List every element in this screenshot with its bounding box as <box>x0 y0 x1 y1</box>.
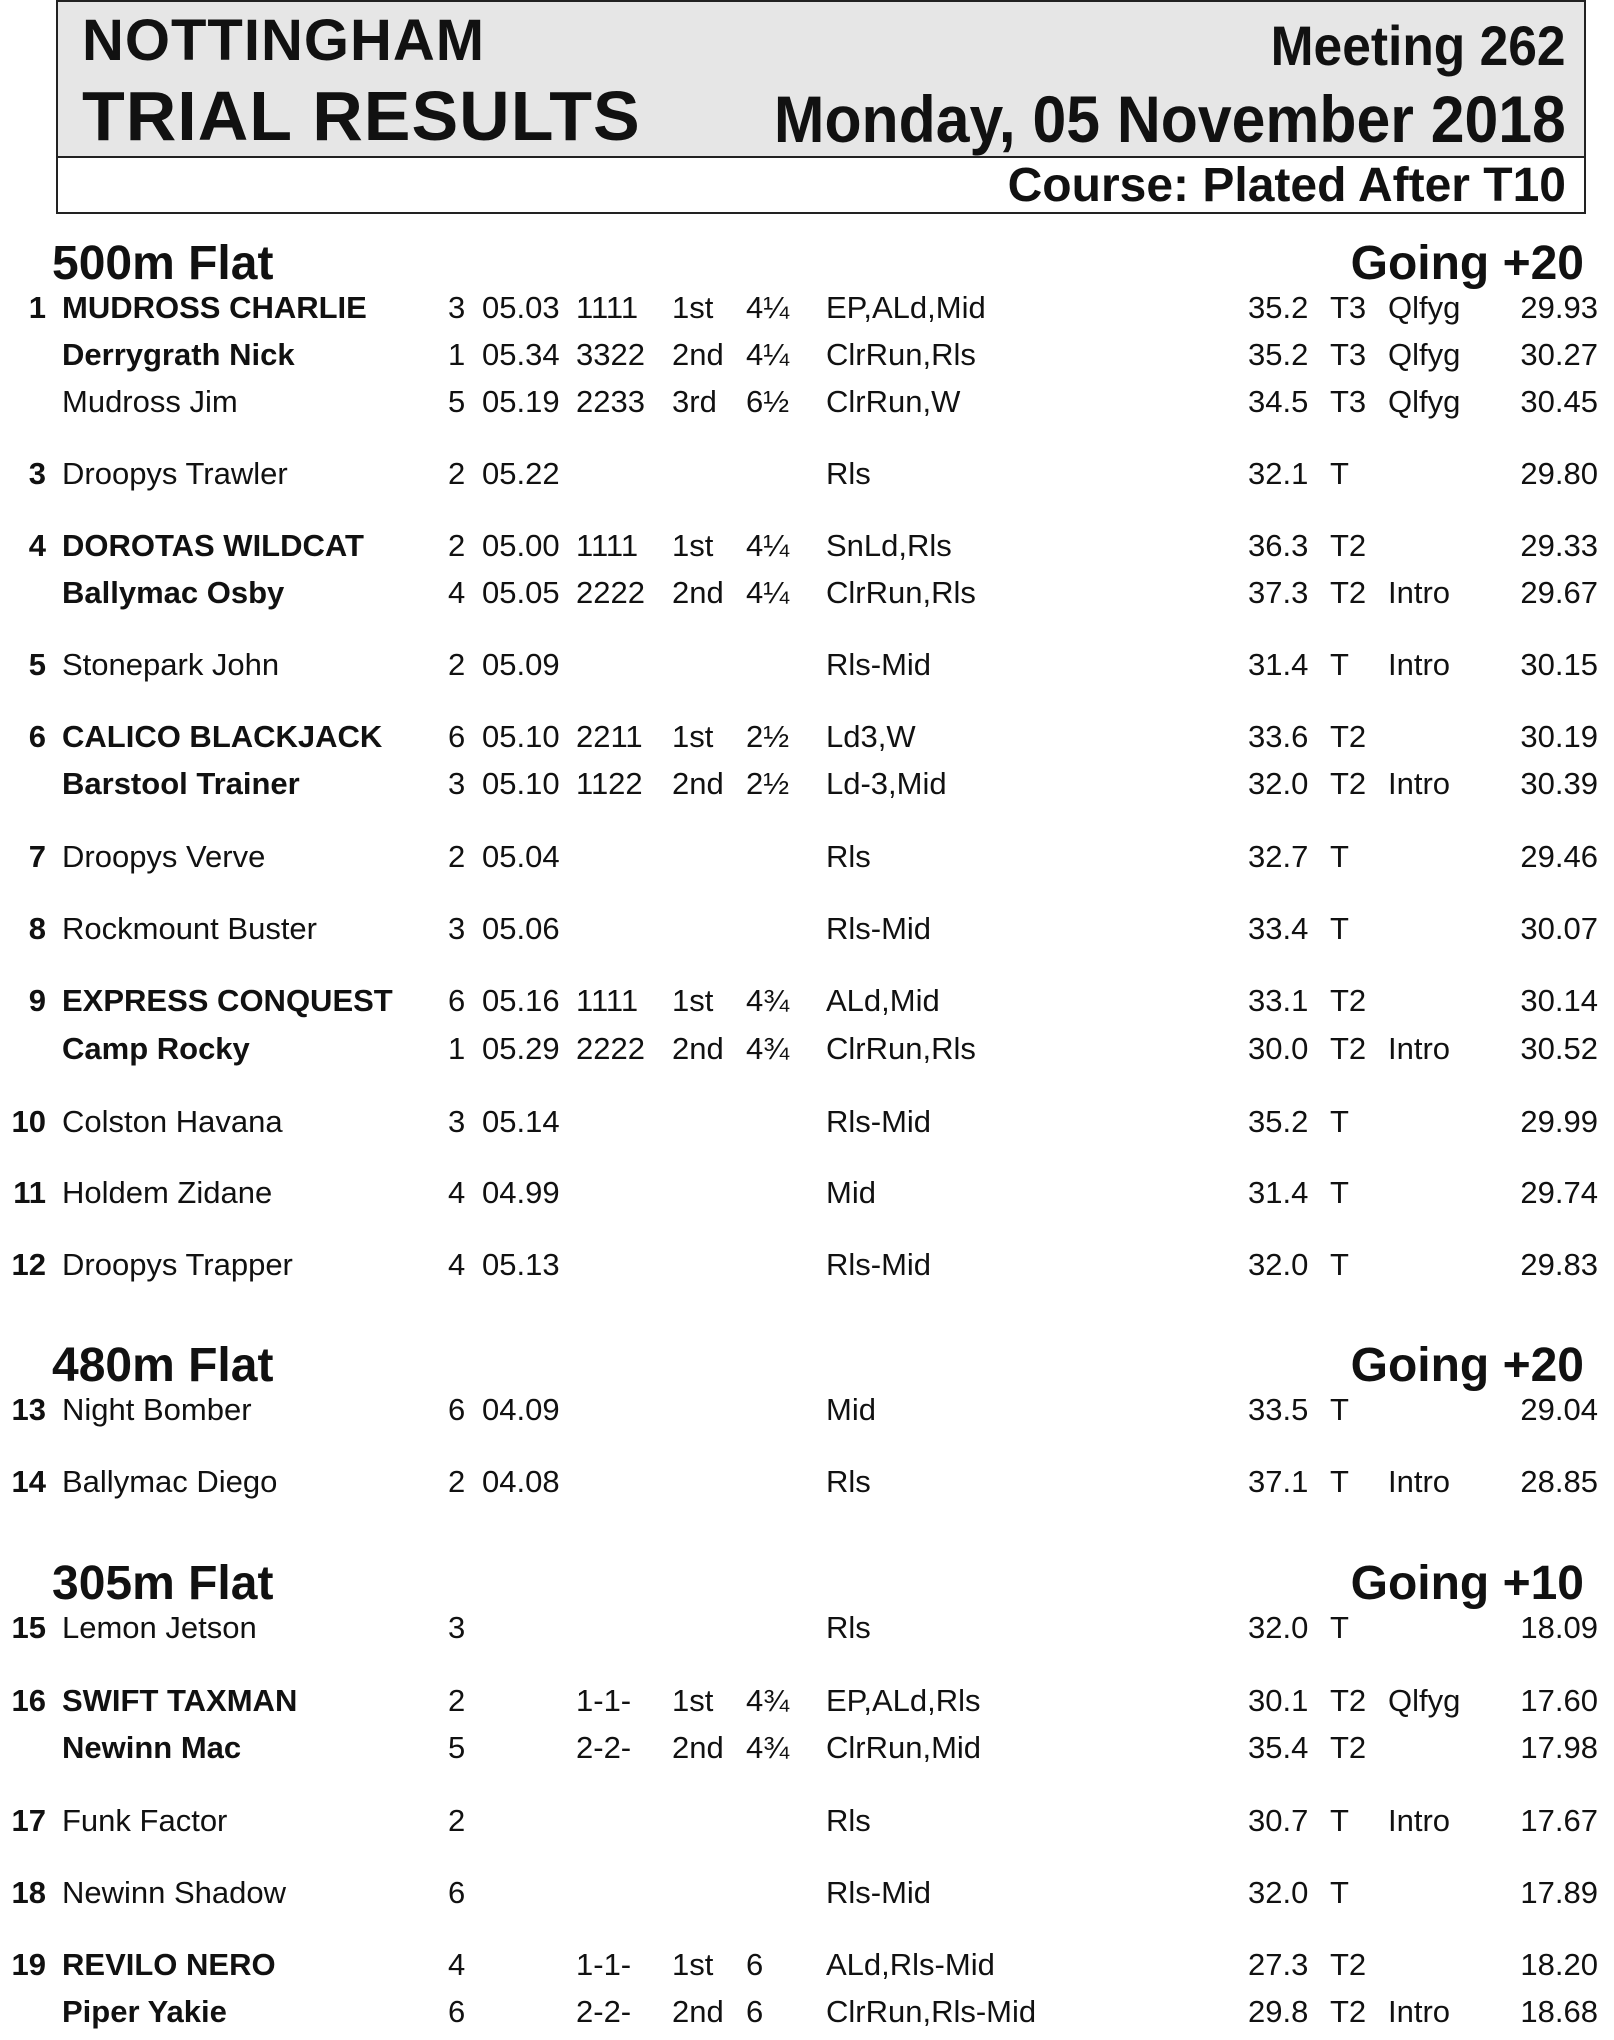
grade: T <box>1330 1104 1349 1139</box>
trap-number: 3 <box>448 1104 466 1139</box>
dog-name: Colston Havana <box>62 1104 283 1139</box>
dog-name: Piper Yakie <box>62 1994 227 2029</box>
race-remarks: Mid <box>826 1175 876 1210</box>
dog-weight: 35.4 <box>1248 1730 1309 1765</box>
race-remarks: Rls <box>826 1610 871 1645</box>
sectional-time: 05.09 <box>482 647 560 682</box>
section-distance: 480m Flat <box>52 1339 274 1392</box>
dog-name: Newinn Mac <box>62 1730 242 1765</box>
result-row <box>0 762 1614 806</box>
result-row <box>0 907 1614 951</box>
dog-weight: 35.2 <box>1248 337 1309 372</box>
finish-position: 1st <box>672 719 714 754</box>
distance-beaten: 4¾ <box>746 983 790 1018</box>
dog-name: Camp Rocky <box>62 1031 250 1066</box>
bend-positions: 1-1- <box>576 1683 632 1718</box>
dog-weight: 32.0 <box>1248 1610 1309 1645</box>
result-row <box>0 1460 1614 1504</box>
dog-weight: 37.3 <box>1248 575 1309 610</box>
trap-number: 2 <box>448 647 466 682</box>
bend-positions: 1122 <box>576 766 643 801</box>
finish-time: 29.33 <box>1520 528 1598 563</box>
finish-position: 1st <box>672 1947 714 1982</box>
dog-name: Barstool Trainer <box>62 766 300 801</box>
grade: T2 <box>1330 983 1367 1018</box>
bend-positions: 3322 <box>576 337 645 372</box>
result-row <box>0 571 1614 615</box>
sectional-time: 05.04 <box>482 839 560 874</box>
result-row <box>0 1871 1614 1915</box>
dog-weight: 30.1 <box>1248 1683 1309 1718</box>
dog-name: Mudross Jim <box>62 384 238 419</box>
dog-weight: 35.2 <box>1248 290 1309 325</box>
sectional-time: 04.08 <box>482 1464 560 1499</box>
bend-positions: 2222 <box>576 575 645 610</box>
grade: T2 <box>1330 1947 1367 1982</box>
meeting-date: Monday, 05 November 2018 <box>774 82 1566 156</box>
finish-position: 2nd <box>672 337 724 372</box>
dog-weight: 29.8 <box>1248 1994 1309 2029</box>
row-number: 17 <box>11 1803 46 1838</box>
row-number: 18 <box>11 1875 46 1910</box>
dog-name: SWIFT TAXMAN <box>62 1683 298 1718</box>
dog-weight: 30.0 <box>1248 1031 1309 1066</box>
finish-time: 29.67 <box>1520 575 1598 610</box>
race-remarks: EP,ALd,Rls <box>826 1683 981 1718</box>
row-number: 15 <box>11 1610 46 1645</box>
qualifying-note: Intro <box>1388 1464 1451 1499</box>
finish-time: 29.83 <box>1520 1247 1598 1282</box>
trap-number: 3 <box>448 911 466 946</box>
dog-weight: 33.1 <box>1248 983 1309 1018</box>
row-number: 16 <box>11 1683 46 1718</box>
qualifying-note: Qlfyg <box>1388 290 1461 325</box>
sectional-time: 05.06 <box>482 911 560 946</box>
section-header <box>0 1556 1614 1612</box>
grade: T3 <box>1330 337 1367 372</box>
qualifying-note: Intro <box>1388 766 1451 801</box>
dog-weight: 33.4 <box>1248 911 1309 946</box>
race-remarks: ClrRun,Rls-Mid <box>826 1994 1037 2029</box>
grade: T <box>1330 1464 1349 1499</box>
section-distance: 305m Flat <box>52 1557 274 1610</box>
distance-beaten: 4¾ <box>746 1031 790 1066</box>
result-row <box>0 1799 1614 1843</box>
grade: T <box>1330 1875 1349 1910</box>
qualifying-note: Intro <box>1388 647 1451 682</box>
finish-time: 29.93 <box>1520 290 1598 325</box>
distance-beaten: 4¼ <box>746 337 790 372</box>
sectional-time: 05.19 <box>482 384 560 419</box>
trap-number: 2 <box>448 1803 466 1838</box>
finish-position: 2nd <box>672 1994 724 2029</box>
grade: T <box>1330 456 1349 491</box>
dog-name: EXPRESS CONQUEST <box>62 983 393 1018</box>
grade: T <box>1330 1175 1349 1210</box>
finish-time: 29.99 <box>1520 1104 1598 1139</box>
grade: T <box>1330 1392 1349 1427</box>
result-row <box>0 1243 1614 1287</box>
finish-position: 1st <box>672 1683 714 1718</box>
grade: T <box>1330 1803 1349 1838</box>
grade: T2 <box>1330 766 1367 801</box>
section-header <box>0 1338 1614 1394</box>
result-row <box>0 286 1614 330</box>
race-remarks: Mid <box>826 1392 876 1427</box>
sectional-time: 05.34 <box>482 337 560 372</box>
trap-number: 5 <box>448 384 466 419</box>
dog-weight: 32.1 <box>1248 456 1309 491</box>
sectional-time: 05.29 <box>482 1031 560 1066</box>
dog-weight: 32.0 <box>1248 766 1309 801</box>
row-number: 10 <box>11 1104 46 1139</box>
dog-weight: 35.2 <box>1248 1104 1309 1139</box>
finish-position: 2nd <box>672 1730 724 1765</box>
distance-beaten: 2½ <box>746 719 790 754</box>
trap-number: 2 <box>448 528 466 563</box>
race-remarks: Rls <box>826 1464 871 1499</box>
dog-weight: 32.7 <box>1248 839 1309 874</box>
trap-number: 6 <box>448 719 466 754</box>
result-row <box>0 1027 1614 1071</box>
race-remarks: Rls-Mid <box>826 1247 932 1282</box>
bend-positions: 1111 <box>576 528 639 563</box>
trap-number: 6 <box>448 1875 466 1910</box>
dog-name: Derrygrath Nick <box>62 337 295 372</box>
result-row <box>0 1100 1614 1144</box>
section-going: Going +20 <box>1350 237 1584 290</box>
race-remarks: Rls-Mid <box>826 1875 932 1910</box>
header-banner <box>58 2 1584 158</box>
row-number: 19 <box>11 1947 46 1982</box>
dog-weight: 30.7 <box>1248 1803 1309 1838</box>
trap-number: 4 <box>448 1247 466 1282</box>
finish-time: 29.04 <box>1520 1392 1598 1427</box>
dog-name: Droopys Verve <box>62 839 266 874</box>
dog-name: Stonepark John <box>62 647 280 682</box>
finish-time: 28.85 <box>1520 1464 1598 1499</box>
result-row <box>0 333 1614 377</box>
distance-beaten: 4¾ <box>746 1683 790 1718</box>
sectional-time: 05.05 <box>482 575 560 610</box>
result-row <box>0 643 1614 687</box>
finish-position: 2nd <box>672 575 724 610</box>
race-remarks: ClrRun,Rls <box>826 1031 976 1066</box>
bend-positions: 2233 <box>576 384 645 419</box>
race-remarks: Rls <box>826 456 871 491</box>
finish-time: 18.20 <box>1520 1947 1598 1982</box>
result-row <box>0 380 1614 424</box>
distance-beaten: 4¾ <box>746 1730 790 1765</box>
header-box <box>56 0 1586 214</box>
page-title: TRIAL RESULTS <box>82 77 641 155</box>
result-row <box>0 1726 1614 1770</box>
trap-number: 2 <box>448 1683 466 1718</box>
section-distance: 500m Flat <box>52 237 274 290</box>
sectional-time: 05.13 <box>482 1247 560 1282</box>
venue-name: NOTTINGHAM <box>82 8 486 73</box>
dog-name: Night Bomber <box>62 1392 252 1427</box>
result-row <box>0 1943 1614 1987</box>
section-header <box>0 236 1614 292</box>
grade: T2 <box>1330 528 1367 563</box>
row-number: 12 <box>11 1247 46 1282</box>
finish-time: 17.60 <box>1520 1683 1598 1718</box>
bend-positions: 2211 <box>576 719 643 754</box>
trap-number: 2 <box>448 1464 466 1499</box>
dog-name: DOROTAS WILDCAT <box>62 528 364 563</box>
race-remarks: ClrRun,Mid <box>826 1730 982 1765</box>
grade: T2 <box>1330 1683 1367 1718</box>
result-row <box>0 1606 1614 1650</box>
race-remarks: Rls-Mid <box>826 911 932 946</box>
race-remarks: ALd,Mid <box>826 983 940 1018</box>
dog-weight: 36.3 <box>1248 528 1309 563</box>
row-number: 4 <box>28 528 46 563</box>
result-row <box>0 1679 1614 1723</box>
finish-time: 29.74 <box>1520 1175 1598 1210</box>
row-number: 14 <box>11 1464 46 1499</box>
race-remarks: Rls-Mid <box>826 647 932 682</box>
bend-positions: 2-2- <box>576 1994 632 2029</box>
finish-position: 1st <box>672 983 714 1018</box>
dog-name: Ballymac Osby <box>62 575 285 610</box>
finish-time: 29.46 <box>1520 839 1598 874</box>
finish-time: 18.09 <box>1520 1610 1598 1645</box>
trap-number: 4 <box>448 1175 466 1210</box>
qualifying-note: Intro <box>1388 575 1451 610</box>
dog-name: Newinn Shadow <box>62 1875 287 1910</box>
sectional-time: 05.16 <box>482 983 560 1018</box>
finish-position: 2nd <box>672 766 724 801</box>
trap-number: 4 <box>448 1947 466 1982</box>
grade: T2 <box>1330 575 1367 610</box>
finish-time: 30.27 <box>1520 337 1598 372</box>
race-remarks: ALd,Rls-Mid <box>826 1947 995 1982</box>
sectional-time: 05.03 <box>482 290 560 325</box>
race-remarks: Rls-Mid <box>826 1104 932 1139</box>
dog-weight: 31.4 <box>1248 647 1309 682</box>
grade: T <box>1330 647 1349 682</box>
course-info: Course: Plated After T10 <box>1007 159 1566 212</box>
distance-beaten: 4¼ <box>746 290 790 325</box>
race-remarks: Rls <box>826 839 871 874</box>
grade: T2 <box>1330 1994 1367 2029</box>
finish-position: 3rd <box>672 384 717 419</box>
distance-beaten: 6 <box>746 1994 764 2029</box>
qualifying-note: Qlfyg <box>1388 384 1461 419</box>
trap-number: 6 <box>448 1994 466 2029</box>
sectional-time: 05.10 <box>482 766 560 801</box>
grade: T3 <box>1330 384 1367 419</box>
distance-beaten: 6½ <box>746 384 790 419</box>
bend-positions: 2-2- <box>576 1730 632 1765</box>
finish-time: 17.89 <box>1520 1875 1598 1910</box>
dog-weight: 27.3 <box>1248 1947 1309 1982</box>
sectional-time: 05.00 <box>482 528 560 563</box>
race-remarks: SnLd,Rls <box>826 528 952 563</box>
dog-name: Lemon Jetson <box>62 1610 257 1645</box>
finish-time: 30.15 <box>1520 647 1598 682</box>
finish-position: 1st <box>672 528 714 563</box>
finish-time: 30.52 <box>1520 1031 1598 1066</box>
dog-weight: 31.4 <box>1248 1175 1309 1210</box>
row-number: 11 <box>13 1175 46 1210</box>
finish-time: 30.19 <box>1520 719 1598 754</box>
section-going: Going +20 <box>1350 1339 1584 1392</box>
finish-time: 17.98 <box>1520 1730 1598 1765</box>
sectional-time: 05.14 <box>482 1104 560 1139</box>
grade: T <box>1330 1610 1349 1645</box>
trap-number: 2 <box>448 839 466 874</box>
row-number: 8 <box>28 911 46 946</box>
qualifying-note: Intro <box>1388 1994 1451 2029</box>
finish-time: 30.07 <box>1520 911 1598 946</box>
trap-number: 3 <box>448 1610 466 1645</box>
dog-weight: 37.1 <box>1248 1464 1309 1499</box>
trap-number: 5 <box>448 1730 466 1765</box>
dog-name: Holdem Zidane <box>62 1175 273 1210</box>
trap-number: 4 <box>448 575 466 610</box>
grade: T3 <box>1330 290 1367 325</box>
race-remarks: ClrRun,Rls <box>826 575 976 610</box>
row-number: 1 <box>28 290 46 325</box>
grade: T2 <box>1330 1730 1367 1765</box>
result-row <box>0 1171 1614 1215</box>
grade: T <box>1330 839 1349 874</box>
grade: T <box>1330 911 1349 946</box>
dog-weight: 32.0 <box>1248 1247 1309 1282</box>
finish-time: 18.68 <box>1520 1994 1598 2029</box>
dog-name: Funk Factor <box>62 1803 228 1838</box>
finish-position: 2nd <box>672 1031 724 1066</box>
qualifying-note: Intro <box>1388 1031 1451 1066</box>
bend-positions: 1111 <box>576 290 639 325</box>
trap-number: 6 <box>448 983 466 1018</box>
grade: T <box>1330 1247 1349 1282</box>
trap-number: 3 <box>448 766 466 801</box>
row-number: 7 <box>28 839 46 874</box>
bend-positions: 1-1- <box>576 1947 632 1982</box>
sectional-time: 05.22 <box>482 456 560 491</box>
result-row <box>0 524 1614 568</box>
dog-name: Droopys Trawler <box>62 456 288 491</box>
dog-weight: 34.5 <box>1248 384 1309 419</box>
dog-name: CALICO BLACKJACK <box>62 719 383 754</box>
qualifying-note: Qlfyg <box>1388 337 1461 372</box>
dog-name: REVILO NERO <box>62 1947 276 1982</box>
dog-weight: 32.0 <box>1248 1875 1309 1910</box>
grade: T2 <box>1330 1031 1367 1066</box>
result-row <box>0 979 1614 1023</box>
trap-number: 3 <box>448 290 466 325</box>
row-number: 13 <box>11 1392 46 1427</box>
race-remarks: Ld-3,Mid <box>826 766 947 801</box>
section-going: Going +10 <box>1350 1557 1584 1610</box>
distance-beaten: 4¼ <box>746 575 790 610</box>
trap-number: 1 <box>448 337 466 372</box>
distance-beaten: 2½ <box>746 766 790 801</box>
distance-beaten: 6 <box>746 1947 764 1982</box>
finish-time: 29.80 <box>1520 456 1598 491</box>
result-row <box>0 1388 1614 1432</box>
meeting-number: Meeting 262 <box>1271 14 1566 77</box>
finish-time: 30.14 <box>1520 983 1598 1018</box>
trap-number: 1 <box>448 1031 466 1066</box>
row-number: 3 <box>28 456 46 491</box>
row-number: 9 <box>28 983 46 1018</box>
dog-name: MUDROSS CHARLIE <box>62 290 367 325</box>
bend-positions: 2222 <box>576 1031 645 1066</box>
race-remarks: Ld3,W <box>826 719 916 754</box>
race-remarks: Rls <box>826 1803 871 1838</box>
dog-name: Ballymac Diego <box>62 1464 278 1499</box>
sectional-time: 04.99 <box>482 1175 560 1210</box>
dog-name: Rockmount Buster <box>62 911 317 946</box>
trap-number: 6 <box>448 1392 466 1427</box>
race-remarks: ClrRun,W <box>826 384 961 419</box>
race-remarks: EP,ALd,Mid <box>826 290 986 325</box>
result-row <box>0 835 1614 879</box>
result-row <box>0 715 1614 759</box>
sectional-time: 04.09 <box>482 1392 560 1427</box>
bend-positions: 1111 <box>576 983 639 1018</box>
dog-weight: 33.6 <box>1248 719 1309 754</box>
result-row <box>0 452 1614 496</box>
qualifying-note: Intro <box>1388 1803 1451 1838</box>
distance-beaten: 4¼ <box>746 528 790 563</box>
finish-position: 1st <box>672 290 714 325</box>
grade: T2 <box>1330 719 1367 754</box>
finish-time: 30.39 <box>1520 766 1598 801</box>
finish-time: 30.45 <box>1520 384 1598 419</box>
row-number: 6 <box>28 719 46 754</box>
qualifying-note: Qlfyg <box>1388 1683 1461 1718</box>
row-number: 5 <box>28 647 46 682</box>
result-row <box>0 1990 1614 2034</box>
finish-time: 17.67 <box>1520 1803 1598 1838</box>
sectional-time: 05.10 <box>482 719 560 754</box>
dog-weight: 33.5 <box>1248 1392 1309 1427</box>
trap-number: 2 <box>448 456 466 491</box>
dog-name: Droopys Trapper <box>62 1247 293 1282</box>
race-remarks: ClrRun,Rls <box>826 337 976 372</box>
